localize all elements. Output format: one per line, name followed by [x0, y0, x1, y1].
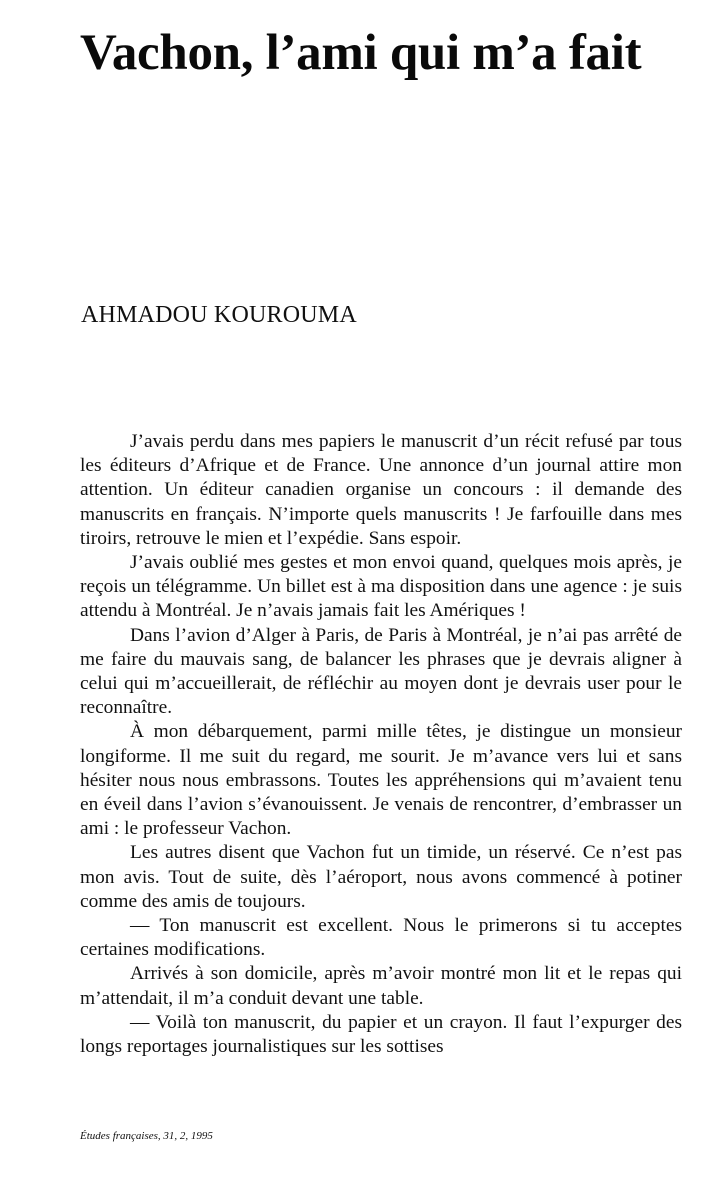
- article-body: [80, 430, 682, 1059]
- paragraph: — Voilà ton manuscrit, du papier et un crayon. Il faut l’expurger des longs reportages journalistiques sur les sottises: [80, 1011, 682, 1058]
- paragraph: J’avais oublié mes gestes et mon envoi quand, quelques mois après, je reçois un télégramme. Un billet est à ma disposition dans une agence : je suis attendu à Montréal. Je n’avais jamais fait les Amériques !: [80, 552, 682, 622]
- paragraph: — Ton manuscrit est excellent. Nous le primerons si tu acceptes certaines modifications.: [80, 915, 682, 961]
- paragraph: J’avais perdu dans mes papiers le manuscrit d’un récit refusé par tous les éditeurs d’Afrique et de France. Une annonce d’un journal attire mon attention. Un éditeur canadien organise un concours : il demande des manuscrits en français. N’importe quels manuscrits ! Je farfouille dans mes tiroirs, retrouve le mien et l’expédie. Sans espoir.: [80, 431, 682, 549]
- paragraph: À mon débarquement, parmi mille têtes, je distingue un monsieur longiforme. Il me suit du regard, me sourit. Je m’avance vers lui et sans hésiter nous nous embrassons. Toutes les appréhensions qui m’avaient tenu en éveil dans l’avion s’évanouissent. Je venais de rencontrer, d’embrasser un ami : le professeur Vachon.: [80, 721, 682, 840]
- author-name: AHMADOU KOUROUMA: [81, 302, 357, 328]
- paragraph: Dans l’avion d’Alger à Paris, de Paris à Montréal, je n’ai pas arrêté de me faire du mauvais sang, de balancer les phrases que je devrais aligner à celui qui m’accueillerait, de réfléchir au moyen dont je devrais user pour le reconnaître.: [80, 624, 682, 719]
- paragraph: Arrivés à son domicile, après m’avoir montré mon lit et le repas qui m’attendait, il m’a conduit devant une table.: [80, 963, 682, 1009]
- paragraph: Les autres disent que Vachon fut un timide, un réservé. Ce n’est pas mon avis. Tout de suite, dès l’aéroport, nous avons commencé à potiner comme des amis de toujours.: [80, 842, 682, 912]
- journal-citation: Études françaises, 31, 2, 1995: [80, 1130, 213, 1142]
- article-title: Vachon, l’ami qui m’a fait: [80, 25, 642, 81]
